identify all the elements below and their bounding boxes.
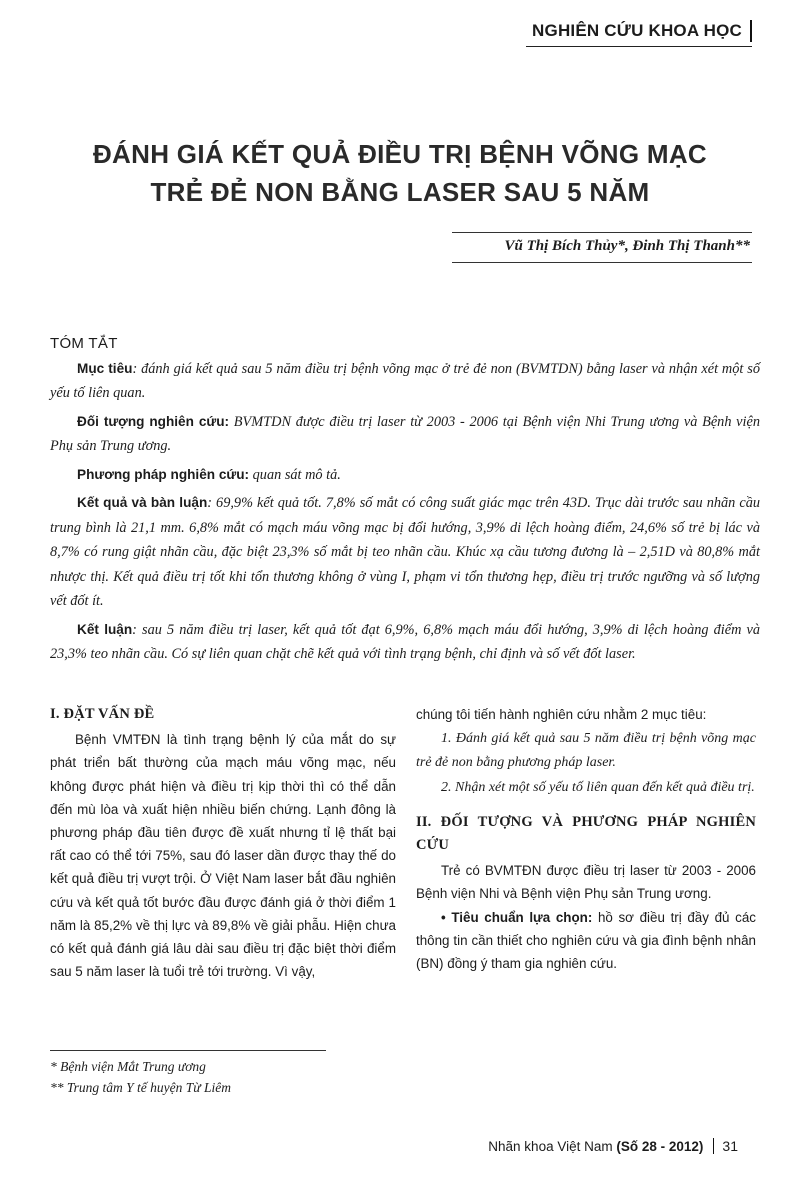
abstract-methods	[50, 463, 760, 488]
objective-label: Mục tiêu	[77, 360, 133, 376]
conclusion-text: : sau 5 năm điều trị laser, kết quả tốt đạt 6,9%, 6,8% mạch máu đổi hướng, 3,9% di lệch hoàng điểm và 23,3% teo nhãn cầu. Có sự liên quan chặt chẽ kết quả với tình trạng bệnh, chỉ định và số vết đốt laser.	[50, 621, 761, 662]
criteria-text: hồ sơ điều trị đầy đủ các thông tin cần thiết cho nghiên cứu và gia đình bệnh nhân (BN) đồng ý tham gia nghiên cứu.	[416, 909, 756, 972]
methods-text: quan sát mô tả.	[249, 466, 341, 483]
footnote-rule	[50, 1050, 326, 1051]
page-footer	[488, 1138, 738, 1154]
results-text: : 69,9% kết quả tốt. 7,8% số mắt có công suất giác mạc trên 43D. Trục dài trước sau nhãn cầu trung bình là 21,1 mm. 6,8% mắt có mạch máu võng mạc bị đổi hướng, 3,9% di lệch hoàng điểm, 24,6% số trẻ bị lác và 8,7% có rung giật nhãn cầu, đặc biệt 23,3% số mắt bị teo nhãn cầu. Khúc xạ cầu tương đương là – 2,51D và 80,8% mắt nhược thị. Kết quả điều trị tốt khi tổn thương không ở vùng I, phạm vi tổn thương hẹp, điều trị trước ngưỡng và số lượng vết đốt ít.	[50, 495, 760, 609]
title-line-1: ĐÁNH GIÁ KẾT QUẢ ĐIỀU TRỊ BỆNH VÕNG MẠC	[92, 139, 708, 169]
results-label: Kết quả và bàn luận	[77, 495, 208, 510]
methods-label: Phương pháp nghiên cứu:	[77, 466, 250, 482]
section-2-paragraph: Trẻ có BVMTĐN được điều trị laser từ 2003 - 2006 Bệnh viện Nhi và Bệnh viện Phụ sản Trung ương.	[416, 863, 756, 902]
subjects-label: Đối tượng nghiên cứu:	[77, 413, 230, 429]
conclusion-label: Kết luận	[77, 621, 133, 637]
goal-2	[416, 775, 756, 799]
journal-issue: (Số 28 - 2012)	[616, 1139, 704, 1154]
footnote-2: ** Trung tâm Y tế huyện Từ Liêm	[50, 1080, 231, 1095]
page-number: 31	[713, 1138, 738, 1154]
goal-1	[416, 726, 756, 774]
author-rule-top	[452, 232, 752, 233]
section-1-paragraph: Bệnh VMTĐN là tình trạng bệnh lý của mắt do sự phát triển bất thường của mạch máu võng mạc, nếu không được phát hiện và điều trị kịp thời thì có thể dẫn đến mù lòa và xuất hiện nhiều biến chứng. Lạnh đông là phương pháp đầu tiên được đề xuất nhưng tỉ lệ thất bại rất cao có thể tới 75%, sau đó laser dần được thay thế do kết quả điều trị vượt trội. Ở Việt Nam laser bắt đầu nghiên cứu và kết quả tốt bước đầu được đánh giá ở thời điểm 1 năm là 85,2% về thị lực và 89,8% về giải phẫu. Hiện chưa có kết quả đánh giá lâu dài sau điều trị đặc biệt thời điểm sau 5 năm laser là tuổi trẻ tới trường. Vì vậy,	[50, 732, 396, 980]
section-2-title: II. ĐỐI TƯỢNG VÀ PHƯƠNG PHÁP NGHIÊN CỨU	[416, 813, 756, 854]
journal-name: Nhãn khoa Việt Nam	[488, 1139, 613, 1154]
author-rule-bottom	[452, 262, 752, 263]
right-column	[416, 703, 756, 975]
section-1-title: I. ĐẶT VẤN ĐỀ	[50, 706, 155, 722]
abstract	[50, 332, 760, 671]
abstract-results	[50, 491, 760, 614]
abstract-objective	[50, 357, 760, 406]
left-column	[50, 703, 396, 983]
abstract-conclusion	[50, 618, 760, 667]
footnote-1: * Bệnh viện Mắt Trung ương	[50, 1059, 206, 1074]
abstract-heading: TÓM TẮT	[50, 335, 118, 352]
objective-text: : đánh giá kết quả sau 5 năm điều trị bệnh võng mạc ở trẻ đẻ non (BVMTDN) bằng laser và nhận xét một số yếu tố liên quan.	[50, 360, 760, 401]
title-line-2: TRẺ ĐẺ NON BẰNG LASER SAU 5 NĂM	[150, 177, 650, 207]
selection-criteria	[416, 906, 756, 976]
goal-1-text: 1. Đánh giá kết quả sau 5 năm điều trị bệnh võng mạc trẻ đẻ non bằng phương pháp laser.	[416, 731, 756, 771]
section-1-continuation: chúng tôi tiến hành nghiên cứu nhằm 2 mục tiêu:	[416, 707, 707, 722]
footnotes	[50, 1056, 380, 1098]
authors: Vũ Thị Bích Thủy*, Đinh Thị Thanh**	[504, 238, 750, 254]
article-title	[40, 135, 760, 211]
goal-2-text: 2. Nhận xét một số yếu tố liên quan đến kết quả điều trị.	[441, 779, 755, 795]
criteria-label: • Tiêu chuẩn lựa chọn:	[441, 909, 593, 925]
header-rule	[526, 46, 752, 47]
abstract-subjects	[50, 410, 760, 459]
journal-info	[488, 1139, 713, 1154]
subjects-text: BVMTDN được điều trị laser từ 2003 - 2006 tại Bệnh viện Nhi Trung ương và Bệnh viện Phụ sản Trung ương.	[50, 413, 760, 454]
spacer	[416, 799, 756, 811]
section-header: NGHIÊN CỨU KHOA HỌC	[532, 20, 752, 42]
